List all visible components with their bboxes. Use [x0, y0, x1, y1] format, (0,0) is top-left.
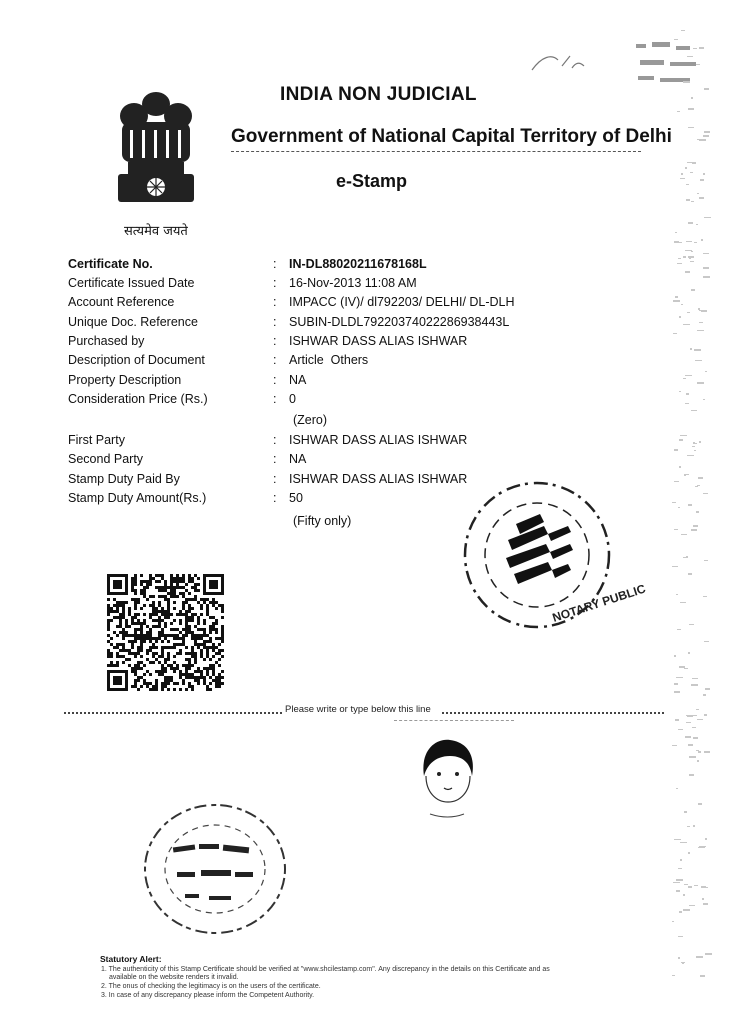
field-colon: :	[273, 472, 277, 486]
field-first-party	[68, 433, 628, 451]
field-colon: :	[273, 276, 277, 290]
field-value: 0	[289, 392, 296, 406]
emblem-motto: सत्यमेव जयते	[124, 224, 188, 239]
photo-sketch-icon	[408, 732, 486, 824]
field-colon: :	[273, 353, 277, 367]
field-value: NA	[289, 452, 307, 466]
field-consideration-price	[68, 392, 628, 410]
field-colon: :	[273, 295, 277, 309]
document-title: INDIA NON JUDICIAL	[280, 84, 477, 105]
statutory-alert-title: Statutory Alert:	[100, 954, 162, 964]
field-label: Stamp Duty Amount(Rs.)	[68, 491, 207, 505]
field-label: First Party	[68, 433, 125, 447]
field-certificate-no	[68, 257, 628, 275]
field-colon: :	[273, 334, 277, 348]
field-value: IMPACC (IV)/ dl792203/ DELHI/ DL-DLH	[289, 295, 515, 309]
field-colon: :	[273, 373, 277, 387]
field-label: Property Description	[68, 373, 182, 387]
field-label: Second Party	[68, 452, 144, 466]
field-value: NA	[289, 373, 307, 387]
field-value: 50	[289, 491, 303, 505]
field-account-reference	[68, 295, 628, 313]
field-colon: :	[273, 315, 277, 329]
field-label: Certificate Issued Date	[68, 276, 195, 290]
field-value: 16-Nov-2013 11:08 AM	[289, 276, 417, 290]
signature-mark-icon	[528, 48, 588, 80]
field-colon: :	[273, 491, 277, 505]
field-value: IN-DL88020211678168L	[289, 257, 427, 271]
field-label: Stamp Duty Paid By	[68, 472, 180, 486]
field-value: Article Others	[289, 353, 369, 367]
field-unique-doc-reference	[68, 315, 628, 333]
field-label: Consideration Price (Rs.)	[68, 392, 208, 406]
national-emblem-icon	[108, 86, 204, 216]
field-colon: :	[273, 452, 277, 466]
field-description-of-document	[68, 353, 628, 371]
field-label: Description of Document	[68, 353, 205, 367]
official-seal-icon	[135, 796, 295, 942]
field-value: ISHWAR DASS ALIAS ISHWAR	[289, 472, 468, 486]
field-value: SUBIN-DLDL79220374022286938443L	[289, 315, 510, 329]
field-issued-date	[68, 276, 628, 294]
issuing-authority: Government of National Capital Territory of Delhi	[231, 126, 672, 147]
write-below-separator	[64, 704, 664, 718]
separator-underline	[394, 720, 514, 721]
field-label: Purchased by	[68, 334, 145, 348]
authority-underline	[231, 151, 641, 152]
document-subtitle: e-Stamp	[336, 171, 408, 191]
field-colon: :	[273, 257, 277, 271]
amount-in-words: (Fifty only)	[293, 514, 352, 528]
statutory-alert-item: 1. The authenticity of this Stamp Certificate should be verified at "www.shcilestamp.com". Any discrepancy in the details on this Certificate and as	[101, 966, 550, 973]
field-property-description	[68, 373, 628, 391]
statutory-alert-item: available on the website renders it invalid.	[109, 974, 239, 981]
field-colon: :	[273, 392, 277, 406]
field-second-party	[68, 452, 628, 470]
notary-seal-text: NOTARY PUBLIC	[550, 581, 648, 625]
margin-texture	[672, 30, 712, 990]
statutory-alert-item: 3. In case of any discrepancy please inform the Competent Authority.	[101, 992, 315, 999]
field-label: Unique Doc. Reference	[68, 315, 198, 329]
notary-seal-icon	[456, 474, 648, 636]
statutory-alert-item: 2. The onus of checking the legitimacy is on the users of the certificate.	[101, 983, 321, 990]
field-label: Account Reference	[68, 295, 175, 309]
consideration-in-words: (Zero)	[293, 413, 328, 427]
field-colon: :	[273, 433, 277, 447]
qr-code-icon	[107, 574, 225, 692]
separator-text: Please write or type below this line	[285, 704, 431, 715]
separator-dots-right	[442, 712, 664, 714]
field-value: ISHWAR DASS ALIAS ISHWAR	[289, 433, 468, 447]
field-value: ISHWAR DASS ALIAS ISHWAR	[289, 334, 468, 348]
field-label: Certificate No.	[68, 257, 153, 271]
field-purchased-by	[68, 334, 628, 352]
separator-dots-left	[64, 712, 282, 714]
